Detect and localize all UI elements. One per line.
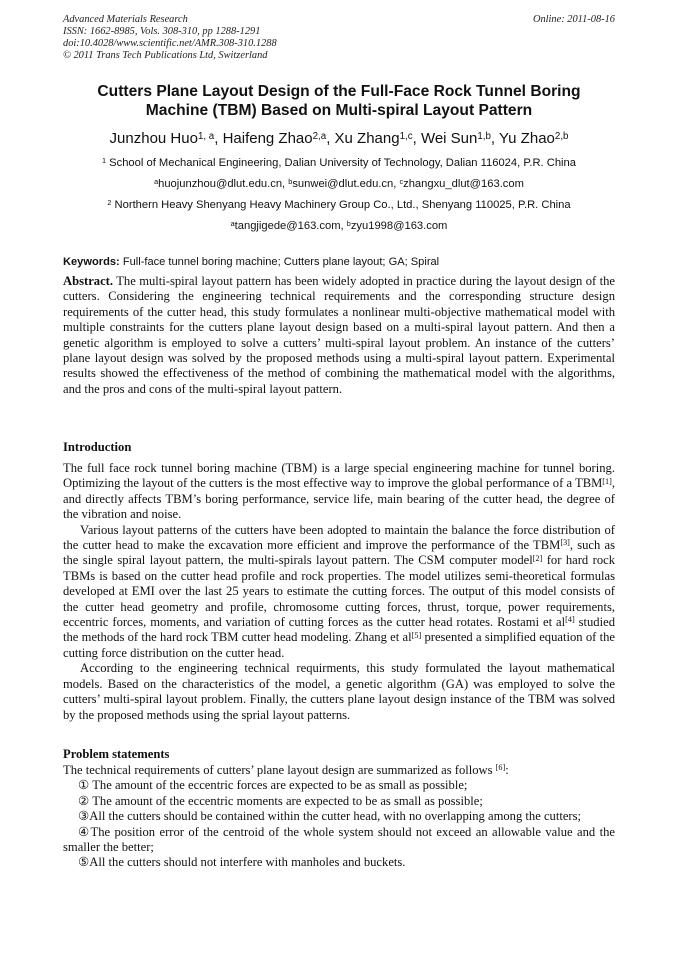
affiliation-text: School of Mechanical Engineering, Dalian University of Technology, Dalian 116024, P.R. China: [109, 157, 576, 169]
author-name: Wei Sun: [420, 130, 478, 147]
emails-2: [40, 219, 638, 233]
emails-1: [40, 177, 638, 191]
author-name: Yu Zhao: [499, 130, 555, 147]
email-link[interactable]: zhangxu_dlut@163.com: [403, 178, 524, 190]
affiliation-1: [40, 156, 638, 170]
section-heading-introduction: Introduction: [63, 440, 132, 454]
keywords: [63, 255, 615, 269]
paragraph: [63, 461, 615, 523]
author-name: Haifeng Zhao: [222, 130, 313, 147]
affiliation-2: [40, 198, 638, 212]
author-affil-sup: 1,c: [399, 130, 413, 142]
paper-title: [70, 82, 608, 120]
list-item: ② The amount of the eccentric moments are expected to be as small as possible;: [78, 793, 483, 808]
author-list: Junzhou Huo$^{1, a}$, Haifeng Zhao$^{2,a}$, Xu Zhang$^{1,c}$, Wei Sun$^{1,b}$, Yu Zhao$^{2,b}$: [109, 130, 569, 147]
title-line-2: Machine (TBM) Based on Multi-spiral Layout Pattern: [145, 102, 533, 119]
issn-line: ISSN: 1662-8985, Vols. 308-310, pp 1288-1291: [63, 26, 261, 37]
citation[interactable]: [5]: [411, 630, 422, 640]
abstract-label: Abstract.: [63, 274, 114, 288]
email-sup: b: [346, 218, 351, 228]
email-sup: a: [154, 176, 159, 186]
abstract-text: The multi-spiral layout pattern has been widely adopted in practice during the layout design of the cutters. Considering the engineering technical requirements and the corresponding structure design requirements of the cutter head, this study formulates a nonlinear multi-objective mathematical model with multiple constraints for the cutters plane layout design based on a multi-spiral layout pattern. And then a genetic algorithm is employed to solve a cutters’ multi-spiral layout problem. An instance of the cutters’ plane layout design was solved by the proposed methods using a multi-spiral layout pattern. Experimental results showed the effectiveness of the method of combining the mathematical model with the algorithms, and the pros and cons of the multi-spiral layout pattern.: [63, 274, 616, 396]
author-name: Junzhou Huo: [109, 130, 198, 147]
text-run: presented a simplified equation of the cutting force distribution on the cutter head.: [63, 630, 615, 660]
list-intro: [63, 763, 615, 778]
title-line-1: Cutters Plane Layout Design of the Full-Face Rock Tunnel Boring: [97, 83, 581, 100]
text-run: , such as the single spiral layout pattern, the multi-spirals layout pattern. The CSM computer model: [63, 538, 615, 568]
abstract: [63, 274, 615, 397]
affiliation-number: 2: [107, 197, 112, 207]
author-affil-sup: 1,b: [477, 130, 491, 142]
text-run: The technical requirements of cutters’ plane layout design are summarized as follows: [63, 763, 496, 777]
paragraph: According to the engineering technical requirments, this study formulated the layout mathematical models. Based on the characteristics of the model, a genetic algorithm (GA) was employed to solve the cutters’ multi-spiral layout problem. Finally, the cutters plane layout design instance of the TBM was solved by the proposed methods using the sprial layout patterns.: [63, 661, 615, 722]
citation[interactable]: [1]: [602, 476, 612, 486]
journal-name: Advanced Materials Research: [63, 14, 188, 25]
online-date: Online: 2011-08-16: [532, 14, 615, 25]
email-link[interactable]: huojunzhou@dlut.edu.cn,: [158, 178, 289, 190]
author-affil-sup: 2,a: [312, 130, 327, 142]
text-run: The full face rock tunnel boring machine (TBM) is a large special engineering machine for tunnel boring. Optimizing the layout of the cutters is the most effective way to improve the global performance of a TBM: [63, 461, 615, 491]
text-run: Various layout patterns of the cutters have been adopted to maintain the balance the force distribution of the cutter head to make the excavation more efficient and improve the performance of the TBM: [63, 522, 615, 553]
text-run: :: [505, 763, 509, 777]
journal-header: [63, 14, 615, 62]
list-item: ① The amount of the eccentric forces are expected to be as small as possible;: [78, 778, 468, 793]
section-heading-problem-statements: Problem statements: [63, 747, 170, 761]
author-affil-sup: 1, a: [197, 130, 215, 142]
paragraph: [63, 523, 615, 662]
citation[interactable]: [2]: [532, 553, 543, 563]
list-item: ⑤All the cutters should not interfere with manholes and buckets.: [78, 855, 406, 870]
citation[interactable]: [3]: [560, 538, 570, 548]
text-run: studied the methods of the hard rock TBM cutter head modeling. Zhang et al: [63, 615, 615, 645]
citation[interactable]: [4]: [565, 615, 575, 625]
email-sup: c: [399, 176, 404, 186]
email-link[interactable]: sunwei@dlut.edu.cn,: [292, 178, 400, 190]
email-link[interactable]: tangjigede@163.com,: [234, 220, 347, 232]
list-item: ③All the cutters should be contained within the cutter head, with no overlapping among the cutters;: [78, 809, 582, 824]
text-run: , and directly affects TBM’s boring performance, service life, main bearing of the cutter head, the degree of the vibration and noise.: [63, 476, 615, 522]
doi-line: doi:10.4028/www.scientific.net/AMR.308-310.1288: [63, 38, 277, 49]
author-affil-sup: 2,b: [554, 130, 569, 142]
text-run: for hard rock TBMs is based on the cutter head profile and rock properties. The model utilizes semi-theoretical formulas developed at EMI over the last 25 years to estimate the cutting forces. The output of this model consists of the cutter head geometry and profile, chromosome cutting forces, thrust, torque, power requirements, eccentric forces, moments, and variation of cutting forces as the cutter head rotates. Rostami et al: [63, 553, 616, 630]
requirements-list: [63, 763, 615, 871]
introduction-body: [63, 461, 615, 723]
affiliation-number: 1: [102, 155, 107, 165]
citation[interactable]: [6]: [495, 763, 506, 773]
list-item: ④The position error of the centroid of the whole system should not exceed an allowable value and the smaller the better;: [63, 824, 615, 855]
copyright-line: © 2011 Trans Tech Publications Ltd, Switzerland: [63, 50, 268, 61]
affiliation-text: Northern Heavy Shenyang Heavy Machinery Group Co., Ltd., Shenyang 110025, P.R. China: [114, 199, 571, 211]
keywords-text: Full-face tunnel boring machine; Cutters plane layout; GA; Spiral: [122, 256, 440, 268]
email-link[interactable]: zyu1998@163.com: [350, 220, 448, 232]
author-name: Xu Zhang: [334, 130, 400, 147]
email-sup: a: [230, 218, 235, 228]
email-sup: b: [288, 176, 293, 186]
keywords-label: Keywords:: [63, 256, 120, 268]
